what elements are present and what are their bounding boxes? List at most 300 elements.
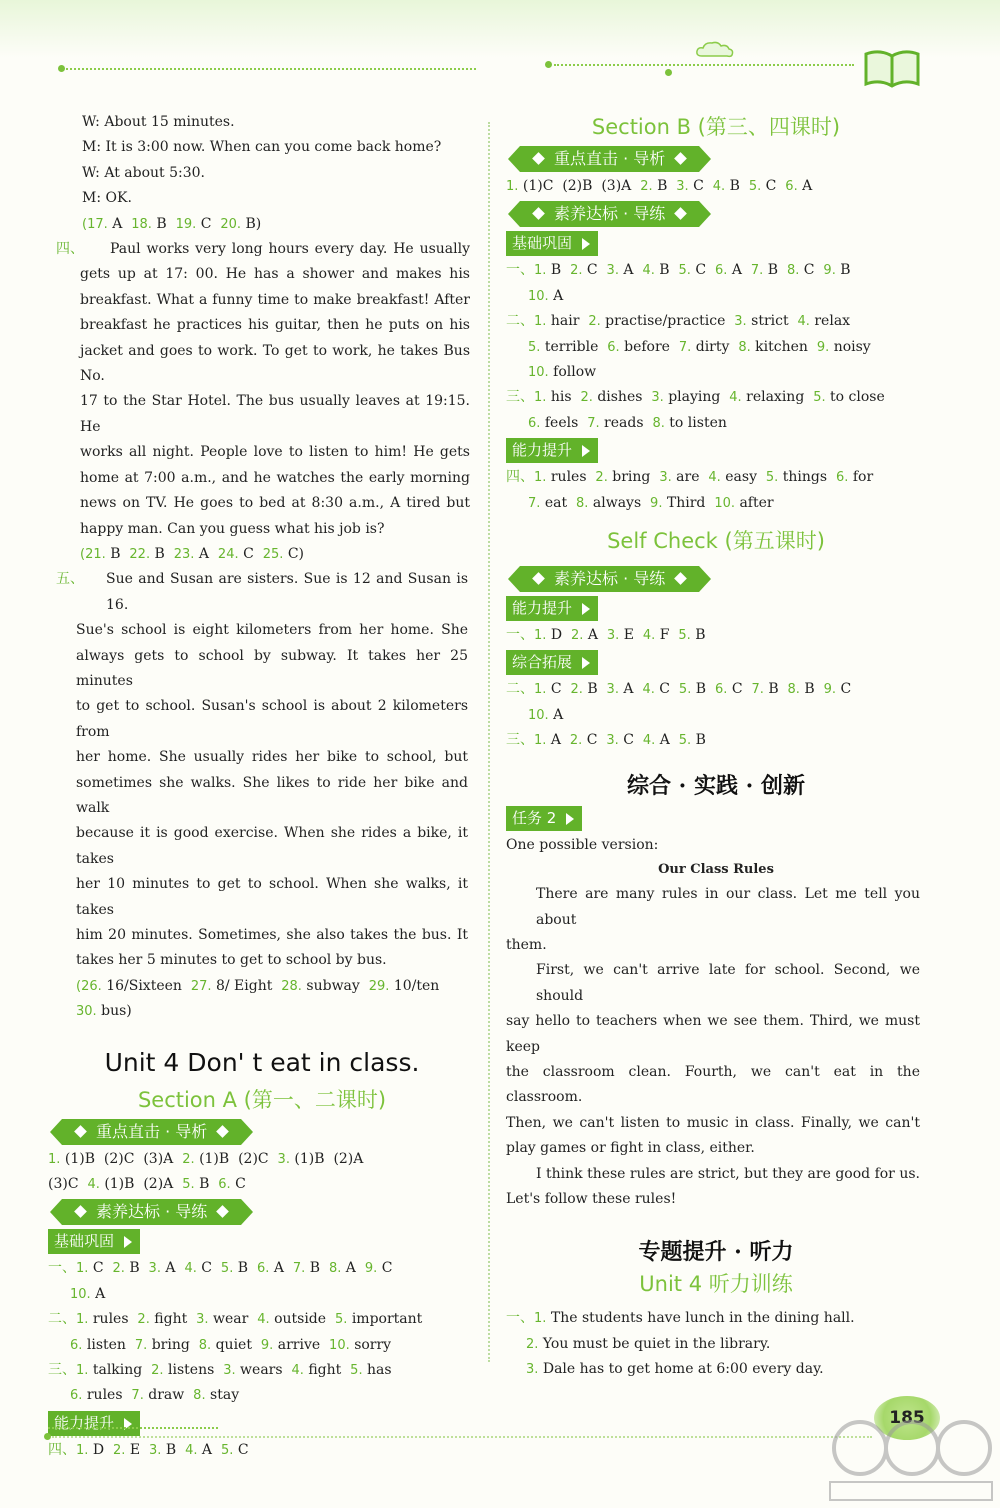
answer-value: (1)C bbox=[522, 178, 554, 194]
answer-number: 6. bbox=[218, 1177, 231, 1193]
answer-value: (2)B bbox=[562, 178, 593, 194]
essay-line: Let's follow these rules! bbox=[506, 1190, 677, 1207]
answer-number: 7. bbox=[587, 415, 600, 431]
answer-value: rules bbox=[86, 1387, 123, 1404]
answer-number: 5. bbox=[182, 1177, 195, 1193]
answer-number: 2. bbox=[569, 733, 583, 749]
answer-number: 7. bbox=[678, 339, 692, 355]
passage-line: gets up at 17: 00. He has a shower and makes his bbox=[80, 266, 470, 283]
answer-value: B bbox=[767, 262, 779, 279]
answer-value: B bbox=[199, 1176, 210, 1193]
footer-dot bbox=[44, 1433, 51, 1440]
answer-value: listens bbox=[168, 1362, 215, 1379]
unit-title: Unit 4 Don' t eat in class. bbox=[104, 1047, 420, 1077]
answer-value: C bbox=[623, 732, 634, 749]
answer-value: A bbox=[802, 178, 813, 194]
answer-value: Dale has to get home at 6:00 every day. bbox=[542, 1361, 824, 1378]
answer-value: relax bbox=[814, 313, 851, 330]
row-label: 三、 bbox=[506, 732, 534, 749]
section-tag: 基础巩固 bbox=[48, 1229, 140, 1254]
answer-number: 1. bbox=[506, 179, 519, 194]
answer-number: 2. bbox=[112, 1261, 125, 1277]
answer-number: 3. bbox=[734, 314, 747, 330]
answer-value: fight bbox=[154, 1311, 188, 1328]
answer-number: 4. bbox=[797, 314, 810, 330]
listening-list bbox=[506, 1306, 926, 1382]
answer-number: 28. bbox=[281, 978, 302, 994]
passage-5 bbox=[48, 567, 476, 974]
essay-line: Then, we can't listen to music in class. Finally, we can't bbox=[506, 1114, 920, 1131]
answer-number: 3. bbox=[651, 390, 664, 406]
answer-value: A bbox=[550, 732, 561, 749]
answer-row bbox=[48, 1438, 476, 1463]
answer-value: B bbox=[550, 262, 562, 279]
passage-4 bbox=[48, 237, 476, 542]
answer-value: A bbox=[553, 287, 564, 304]
answer-value: C bbox=[840, 681, 852, 698]
essay-line: There are many rules in our class. Let me tell you about bbox=[536, 886, 920, 928]
answer-number: 8. bbox=[786, 263, 800, 279]
section-ribbon: 重点直击 · 导析 bbox=[62, 1119, 241, 1145]
essay-body bbox=[506, 882, 920, 1212]
answer-value: A bbox=[201, 1441, 213, 1458]
answer-row bbox=[506, 677, 926, 702]
passage-line: news on TV. He goes to bed at 8:30 a.m., A tired but bbox=[80, 495, 470, 512]
dialog-text: It is 3:00 now. When can you come back home? bbox=[105, 139, 442, 156]
answer-number: 6. bbox=[70, 1388, 83, 1404]
answer-number: 4. bbox=[184, 1261, 197, 1277]
answer-number: 5. bbox=[528, 339, 541, 355]
answer-number: 9. bbox=[816, 339, 830, 355]
answer-number: 3. bbox=[223, 1363, 236, 1379]
answer-number: 6. bbox=[835, 470, 849, 486]
answer-value: always bbox=[592, 494, 642, 511]
answer-value: (2)A bbox=[143, 1176, 174, 1193]
passage-line: to get to school. Susan's school is about 2 kilometers from bbox=[76, 698, 468, 740]
page-number: 185 bbox=[874, 1396, 940, 1440]
answer-number: 5. bbox=[220, 1261, 234, 1277]
speaker: W: bbox=[82, 164, 100, 181]
answer-value: C bbox=[659, 681, 671, 698]
answer-number: 4. bbox=[185, 1442, 198, 1458]
answer-value: A bbox=[95, 1285, 106, 1302]
answer-number: (21. bbox=[80, 546, 106, 562]
answer-number: 4. bbox=[87, 1177, 100, 1193]
answer-value: B bbox=[110, 545, 121, 562]
answer-number: 1. bbox=[534, 390, 547, 406]
passage-line: happy man. Can you guess what his job is? bbox=[80, 520, 385, 537]
answer-value: practise/practice bbox=[605, 313, 726, 330]
dialog-line bbox=[82, 110, 476, 135]
answer-value: (2)C bbox=[238, 1150, 269, 1167]
header-dot bbox=[58, 65, 65, 72]
section-heading: 专题提升 · 听力 bbox=[638, 1239, 794, 1266]
answer-value: hair bbox=[550, 313, 580, 330]
answer-number: 3. bbox=[526, 1362, 539, 1378]
footer-dotline bbox=[52, 1436, 872, 1438]
dialog-line bbox=[82, 161, 476, 186]
section-tag: 能力提升 bbox=[506, 438, 598, 463]
answer-number: 10. bbox=[528, 288, 549, 304]
answer-number: 7. bbox=[131, 1388, 144, 1404]
answer-number: 8. bbox=[193, 1388, 206, 1404]
answer-number: 8. bbox=[652, 415, 665, 431]
passage-line: takes her 5 minutes to get to school by bus. bbox=[76, 952, 387, 969]
passage-line: Paul works very long hours every day. He usually bbox=[110, 241, 470, 258]
passage-line: works all night. People love to listen to him! He gets bbox=[80, 444, 470, 461]
header-dotline bbox=[554, 64, 854, 66]
answer-number: 19. bbox=[175, 216, 197, 232]
section-tag: 综合拓展 bbox=[506, 650, 598, 675]
right-column bbox=[506, 110, 926, 1383]
answer-value: to listen bbox=[669, 414, 727, 431]
answer-value: for bbox=[852, 469, 874, 486]
answer-row bbox=[48, 1383, 476, 1408]
answer-value: 16/Sixteen bbox=[106, 977, 182, 994]
answer-value: (1)B bbox=[199, 1150, 230, 1167]
speaker: W: bbox=[82, 114, 100, 130]
answer-number: 5. bbox=[765, 470, 779, 486]
answer-value: E bbox=[623, 627, 634, 644]
answer-number: 1. bbox=[76, 1261, 89, 1277]
essay-line: I think these rules are strict, but they are good for us. bbox=[536, 1165, 920, 1182]
answer-number: 5. bbox=[813, 390, 826, 406]
answer-number: 3. bbox=[659, 470, 672, 486]
answer-value: B bbox=[587, 681, 598, 698]
answer-value: reads bbox=[604, 414, 644, 431]
answer-number: 1. bbox=[534, 470, 547, 486]
answer-value: dirty bbox=[695, 338, 730, 355]
answer-number: 3. bbox=[676, 179, 689, 194]
answer-row bbox=[506, 258, 926, 283]
answer-value: C bbox=[586, 732, 598, 749]
answer-number: 6. bbox=[714, 682, 728, 698]
row-label: 一、 bbox=[506, 627, 534, 644]
answer-value: rules bbox=[92, 1311, 129, 1328]
answer-number: 18. bbox=[131, 216, 152, 232]
answer-number: 8. bbox=[198, 1337, 212, 1353]
footer-dotline bbox=[48, 1427, 218, 1429]
answer-number: 3. bbox=[277, 1151, 290, 1167]
answer-value: after bbox=[739, 494, 774, 511]
row-label: 二、 bbox=[48, 1311, 76, 1328]
answer-value: 8/ Eight bbox=[215, 977, 273, 994]
answer-number: 9. bbox=[260, 1337, 274, 1353]
passage-line: her home. She usually rides her bike to school, but bbox=[76, 749, 468, 766]
answer-value: quiet bbox=[215, 1336, 252, 1353]
answer-value: (2)A bbox=[333, 1150, 364, 1167]
answer-value: noisy bbox=[833, 338, 871, 355]
answer-value: A bbox=[731, 262, 742, 279]
answer-value: follow bbox=[553, 364, 597, 381]
row-label: 二、 bbox=[506, 681, 534, 698]
column-divider bbox=[488, 122, 490, 1362]
section-tag: 能力提升 bbox=[506, 596, 598, 621]
answer-value: C bbox=[731, 681, 743, 698]
answer-number: 4. bbox=[642, 263, 655, 279]
passage-label: 四、 bbox=[56, 241, 84, 258]
essay-line: the classroom clean. Fourth, we can't eat in the classroom. bbox=[506, 1063, 920, 1106]
answer-number: 1. bbox=[534, 1311, 547, 1327]
answer-value: B bbox=[729, 178, 740, 194]
answer-number: 8. bbox=[576, 495, 589, 511]
answer-number: 2. bbox=[151, 1363, 164, 1379]
answer-number: 6. bbox=[714, 263, 728, 279]
answer-value: A bbox=[623, 262, 634, 279]
answer-value: (1)B bbox=[294, 1150, 325, 1167]
answer-value: (1)B bbox=[64, 1150, 95, 1167]
answer-value: C bbox=[243, 545, 254, 562]
answer-number: 2. bbox=[570, 263, 583, 279]
answer-row bbox=[506, 385, 926, 410]
section-title: Self Check (第五课时) bbox=[607, 529, 825, 554]
row-label: 四、 bbox=[506, 469, 534, 486]
answer-number: 1. bbox=[534, 733, 547, 749]
answer-value: strict bbox=[751, 313, 789, 330]
answer-value: terrible bbox=[544, 338, 599, 355]
row-label: 三、 bbox=[48, 1362, 76, 1379]
answer-value: B bbox=[695, 681, 707, 698]
answer-value: B bbox=[129, 1260, 140, 1277]
answer-number: 7. bbox=[134, 1337, 148, 1353]
answer-number: 4. bbox=[708, 470, 721, 486]
task-tag: 任务 2 bbox=[506, 806, 582, 831]
passage-line: always gets to school by subway. It takes her 25 minutes bbox=[76, 647, 468, 689]
answer-value: wear bbox=[213, 1311, 249, 1328]
listening-item bbox=[506, 1357, 926, 1382]
answer-value: B bbox=[165, 1441, 177, 1458]
answer-row bbox=[506, 309, 926, 334]
section-heading: 综合 · 实践 · 创新 bbox=[627, 772, 805, 799]
dialog-text: At about 5:30. bbox=[104, 164, 206, 181]
answer-number: 29. bbox=[368, 978, 390, 994]
answer-value: has bbox=[367, 1362, 392, 1379]
answer-value: A bbox=[587, 627, 598, 644]
answer-number: 4. bbox=[291, 1363, 304, 1379]
answer-number: 5. bbox=[334, 1312, 348, 1328]
answer-number: 4. bbox=[729, 390, 742, 406]
answer-value: C bbox=[381, 1260, 393, 1277]
answer-number: 2. bbox=[595, 470, 608, 486]
answer-value: stay bbox=[210, 1387, 240, 1404]
answer-value: B bbox=[840, 262, 851, 279]
answer-value: (2)C bbox=[103, 1150, 135, 1167]
answer-number: 4. bbox=[642, 733, 656, 749]
section-ribbon: 素养达标 · 导练 bbox=[520, 201, 699, 227]
answer-row bbox=[506, 335, 926, 360]
answer-row bbox=[506, 491, 926, 516]
answer-row bbox=[506, 411, 926, 436]
header-dotline bbox=[66, 68, 476, 70]
passage-line: jacket and goes to work. To get to work, he takes Bus No. bbox=[80, 342, 470, 385]
answer-value: before bbox=[624, 338, 670, 355]
answer-number: (26. bbox=[76, 978, 102, 994]
answer-number: 2. bbox=[526, 1336, 539, 1352]
answer-number: 3. bbox=[606, 263, 619, 279]
answer-row bbox=[48, 1172, 476, 1197]
answer-number: 7. bbox=[750, 263, 764, 279]
answer-row bbox=[48, 999, 476, 1024]
row-label: 一、 bbox=[48, 1260, 76, 1277]
answer-number: 5. bbox=[350, 1363, 363, 1379]
passage-line: sometimes she walks. She likes to ride her bike and walk bbox=[76, 774, 468, 816]
answer-value: B bbox=[156, 215, 167, 232]
answer-number: 1. bbox=[534, 263, 547, 279]
answer-number: 30. bbox=[76, 1004, 97, 1020]
answer-row bbox=[506, 728, 926, 753]
answer-value: (1)B bbox=[104, 1176, 135, 1193]
answer-number: 6. bbox=[607, 339, 620, 355]
answer-value: A bbox=[198, 545, 210, 562]
answer-number: 5. bbox=[748, 179, 762, 194]
dialog-line bbox=[82, 135, 476, 160]
answer-value: A bbox=[165, 1260, 176, 1277]
answer-number: 23. bbox=[173, 546, 195, 562]
answer-value: B bbox=[659, 262, 670, 279]
answer-value: C bbox=[92, 1260, 104, 1277]
passage-line: home at 7:00 a.m., and he watches the early morning bbox=[80, 469, 470, 486]
answer-value: B bbox=[309, 1260, 321, 1277]
answer-value: A bbox=[112, 215, 123, 232]
answer-number: 6. bbox=[785, 179, 798, 194]
answer-number: 2. bbox=[137, 1312, 150, 1328]
section-tag: 基础巩固 bbox=[506, 231, 598, 256]
answer-value: (3)A bbox=[601, 178, 632, 194]
answer-value: (3)C bbox=[48, 1176, 79, 1193]
essay-line: them. bbox=[506, 936, 547, 953]
answer-value: feels bbox=[544, 414, 579, 431]
section-title: Unit 4 听力训练 bbox=[639, 1272, 793, 1297]
answer-value: C bbox=[201, 1260, 213, 1277]
answer-number: 1. bbox=[48, 1151, 61, 1167]
answer-value: relaxing bbox=[746, 389, 805, 406]
watermark-logo bbox=[820, 1408, 1000, 1508]
answer-value: C bbox=[803, 262, 815, 279]
section-ribbon: 素养达标 · 导练 bbox=[62, 1199, 241, 1225]
answer-number: 3. bbox=[148, 1261, 161, 1277]
passage-line: 17 to the Star Hotel. The bus usually leaves at 19:15. He bbox=[80, 393, 470, 435]
answer-number: 2. bbox=[588, 314, 601, 330]
answer-value: sorry bbox=[354, 1336, 392, 1353]
answer-number: 3. bbox=[606, 628, 620, 644]
answer-value: outside bbox=[274, 1311, 327, 1328]
answer-number: 9. bbox=[823, 682, 836, 698]
answer-value: C bbox=[695, 262, 707, 279]
essay-line: play games or fight in class, either. bbox=[506, 1140, 755, 1157]
answer-number: 5. bbox=[678, 263, 691, 279]
answer-value: Third bbox=[666, 494, 706, 511]
answer-row bbox=[506, 465, 926, 490]
answer-row bbox=[48, 1307, 476, 1332]
answer-row bbox=[48, 1256, 476, 1281]
answer-row bbox=[48, 1358, 476, 1383]
speaker: M: bbox=[82, 139, 102, 156]
answer-row bbox=[506, 360, 926, 385]
answer-value: F bbox=[659, 627, 670, 644]
answer-number: 3. bbox=[606, 682, 619, 698]
answer-value: bus) bbox=[101, 1003, 132, 1020]
answer-value: E bbox=[129, 1441, 141, 1458]
dialog-line bbox=[82, 186, 476, 211]
answer-number: 10. bbox=[329, 1337, 350, 1353]
passage-line: him 20 minutes. Sometimes, she also takes the bus. It bbox=[76, 927, 468, 943]
answer-number: 4. bbox=[642, 628, 656, 644]
essay-line: First, we can't arrive late for school. Second, we should bbox=[536, 962, 920, 1004]
dialog-block bbox=[48, 110, 476, 212]
answer-value: important bbox=[351, 1311, 423, 1328]
answer-value: D bbox=[550, 627, 563, 644]
answer-row bbox=[48, 1282, 476, 1307]
answer-value: kitchen bbox=[755, 338, 808, 355]
section-ribbon: 素养达标 · 导练 bbox=[520, 566, 699, 592]
answer-value: dishes bbox=[597, 389, 643, 406]
answer-value: B bbox=[768, 681, 779, 698]
answer-value: You must be quiet in the library. bbox=[542, 1335, 771, 1352]
answer-row bbox=[48, 1147, 476, 1172]
answer-number: 6. bbox=[70, 1337, 83, 1353]
row-label: 一、 bbox=[506, 262, 534, 279]
answer-row bbox=[506, 623, 926, 648]
row-label: 三、 bbox=[506, 389, 534, 406]
dialog-text: OK. bbox=[105, 190, 132, 207]
answer-number: 5. bbox=[678, 682, 692, 698]
answer-value: C bbox=[693, 178, 704, 194]
answer-number: (17. bbox=[82, 216, 108, 232]
answer-number: 5. bbox=[678, 733, 692, 749]
answer-value: arrive bbox=[277, 1336, 321, 1353]
answer-number: 7. bbox=[751, 682, 764, 698]
answer-value: B bbox=[657, 178, 668, 194]
answer-value: 10/ten bbox=[393, 977, 440, 994]
section-tag: 能力提升 bbox=[48, 1411, 140, 1436]
section-title: Section B (第三、四课时) bbox=[591, 115, 841, 139]
row-label: 二、 bbox=[506, 313, 534, 330]
passage-line: her 10 minutes to get to school. When she walks, it takes bbox=[76, 876, 468, 918]
answer-number: 2. bbox=[113, 1442, 126, 1458]
answer-value: to close bbox=[830, 389, 885, 406]
dialog-text: About 15 minutes. bbox=[104, 114, 235, 130]
answer-number: 5. bbox=[678, 628, 691, 644]
answer-row bbox=[506, 284, 926, 309]
answer-value: C bbox=[237, 1441, 249, 1458]
answer-value: The students have lunch in the dining hall. bbox=[550, 1310, 855, 1327]
answer-value: B bbox=[804, 681, 815, 698]
answer-value: fight bbox=[308, 1362, 342, 1379]
answer-number: 10. bbox=[528, 365, 549, 381]
answer-number: 25. bbox=[262, 546, 284, 562]
answer-number: 2. bbox=[640, 179, 653, 194]
listening-item bbox=[506, 1306, 926, 1331]
answer-value: rules bbox=[550, 469, 587, 486]
answer-row bbox=[48, 542, 476, 567]
answer-value: wears bbox=[240, 1362, 283, 1379]
answer-value: bring bbox=[612, 469, 651, 486]
answer-number: 1. bbox=[76, 1363, 89, 1379]
passage-line: breakfast he practices his guitar, then he puts on his bbox=[80, 317, 470, 334]
possible-version: One possible version: bbox=[506, 836, 659, 853]
answer-value: B bbox=[695, 732, 706, 749]
answer-value: C bbox=[765, 178, 777, 194]
answer-number: 24. bbox=[217, 546, 239, 562]
row-label: 一、 bbox=[506, 1310, 534, 1327]
answer-value: his bbox=[550, 389, 572, 406]
answer-row bbox=[48, 974, 476, 999]
section-title: Section A (第一、二课时) bbox=[137, 1087, 387, 1112]
answer-number: 8. bbox=[328, 1261, 342, 1277]
section-ribbon: 重点直击 · 导析 bbox=[520, 146, 699, 172]
row-label: 四、 bbox=[48, 1441, 76, 1458]
answer-row bbox=[48, 1333, 476, 1358]
